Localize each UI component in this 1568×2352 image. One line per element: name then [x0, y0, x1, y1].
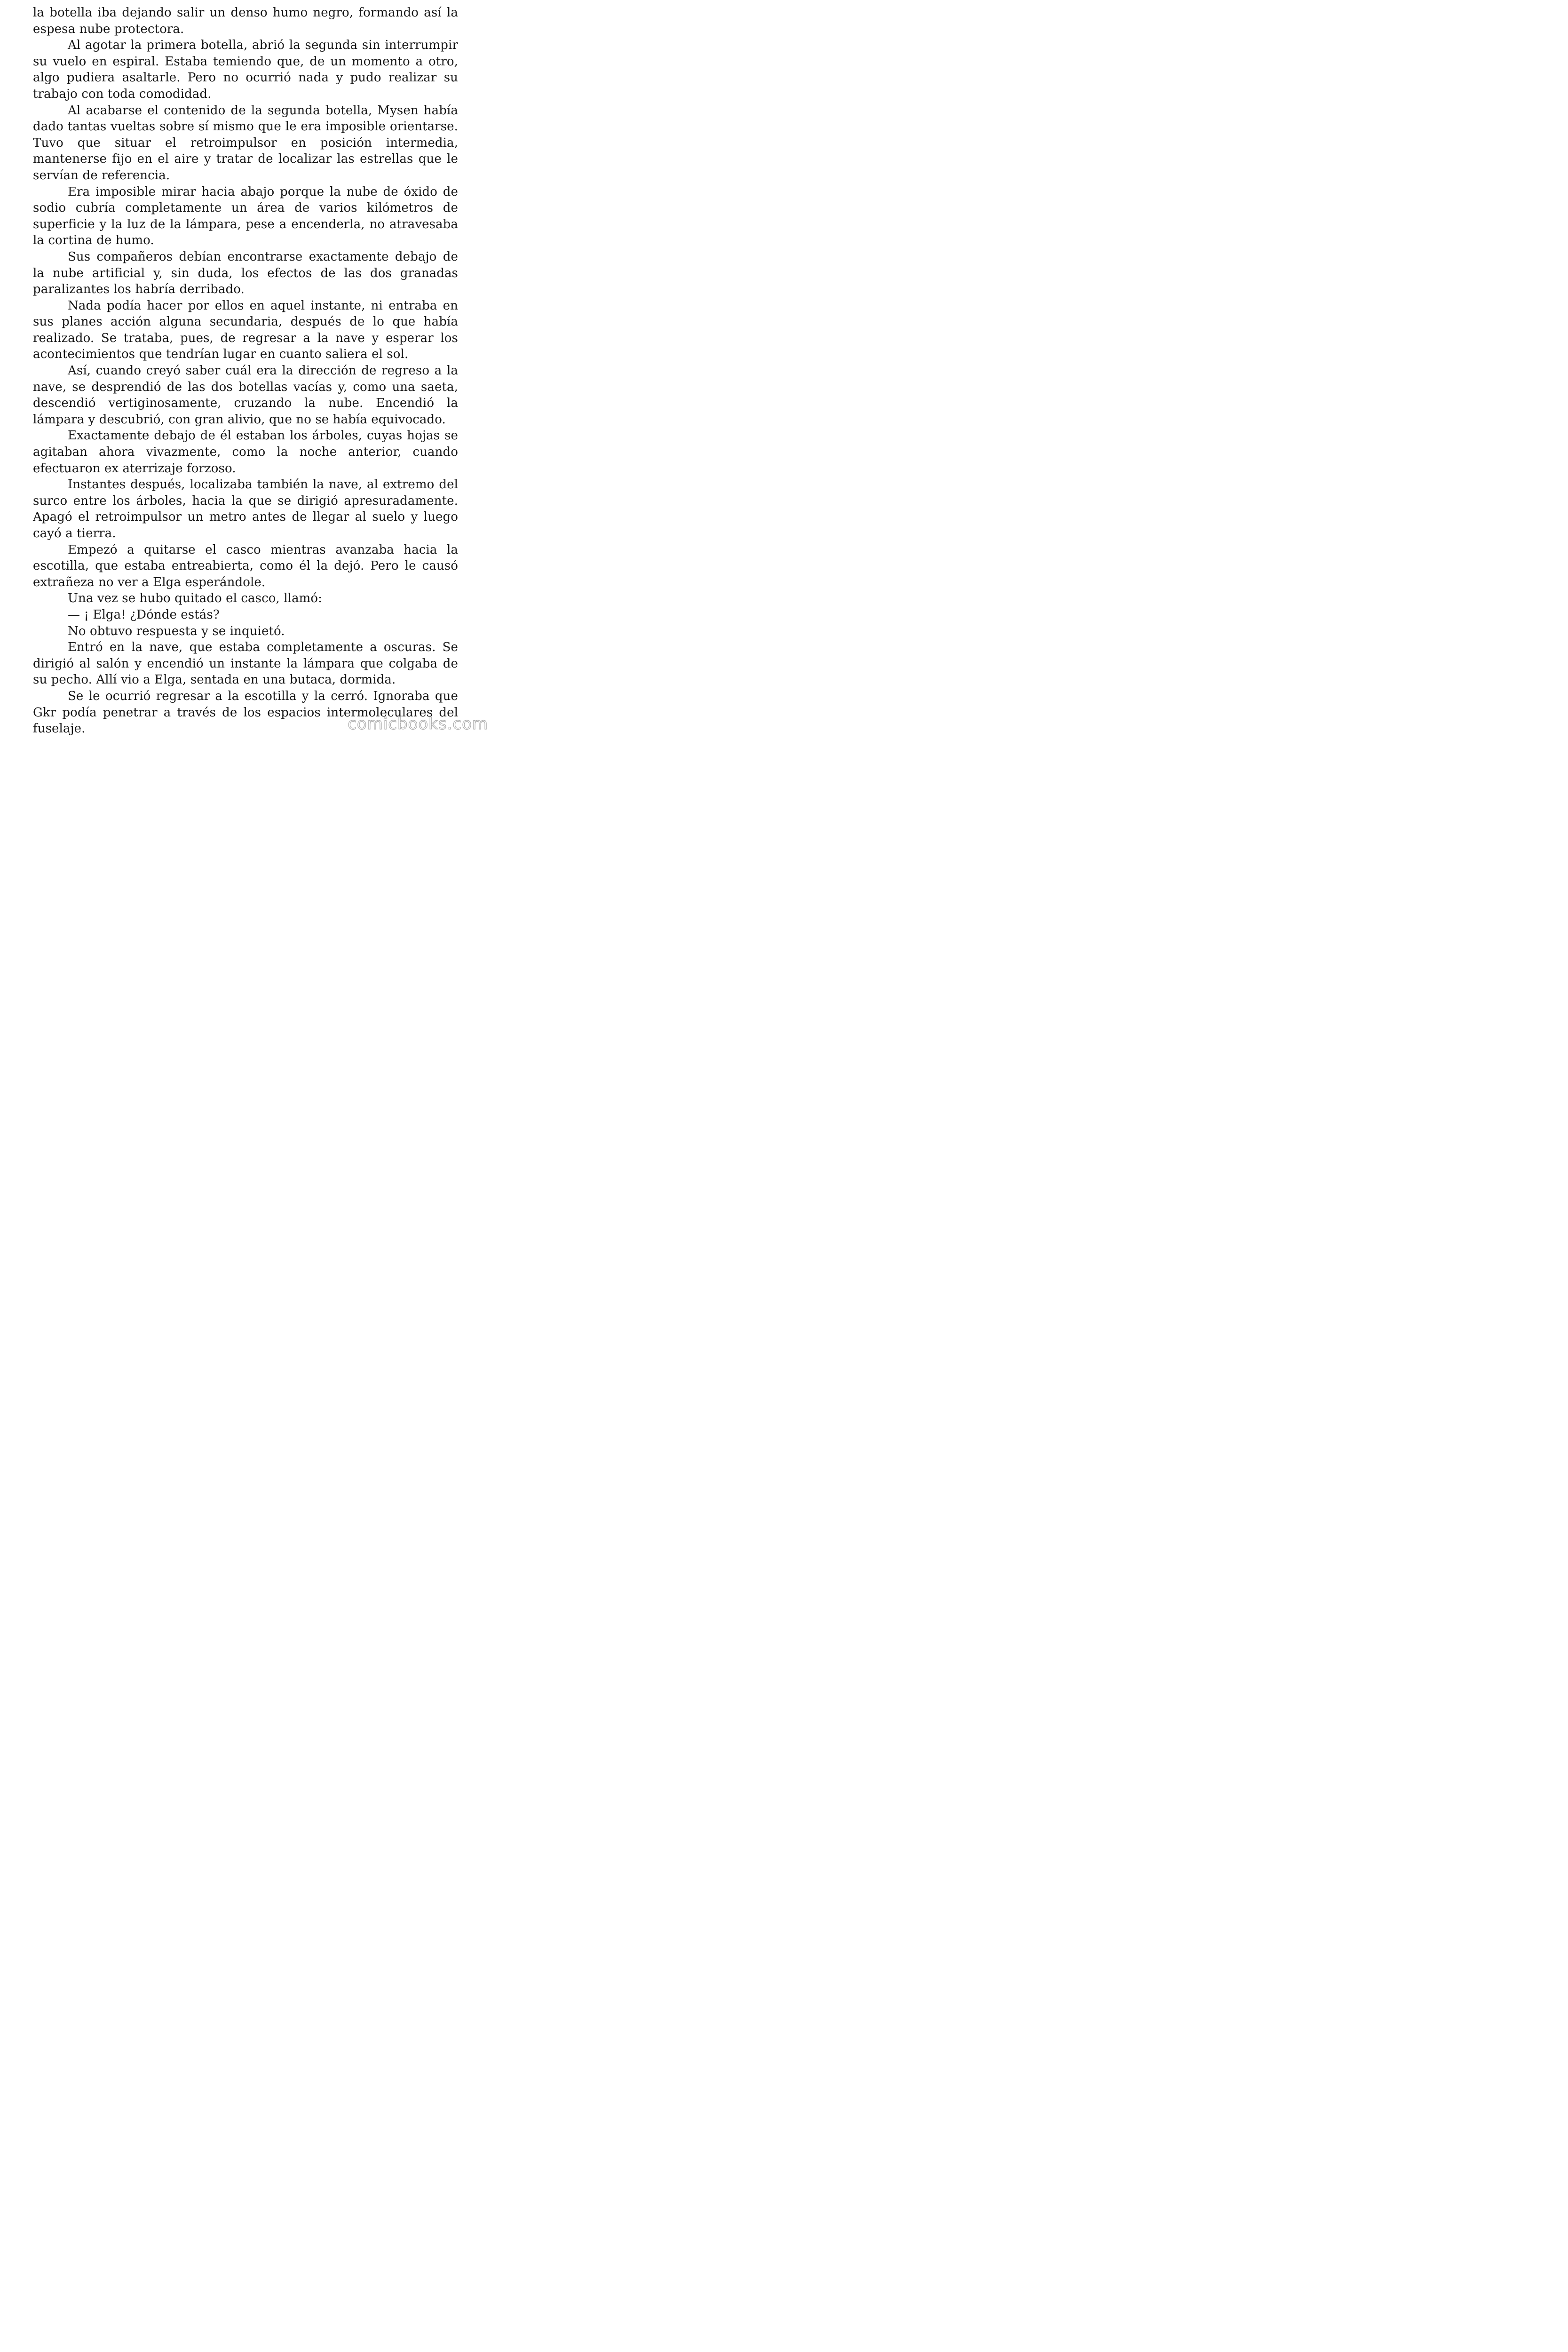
paragraph: Exactamente debajo de él estaban los árboles, cuyas hojas se agitaban ahora vivazmente, como la noche anterior, cuando efectuaron ex aterrizaje forzoso. [33, 429, 458, 476]
paragraph: Una vez se hubo quitado el casco, llamó: [68, 591, 323, 606]
paragraph: Instantes después, localizaba también la nave, al extremo del surco entre los árboles, hacia la que se dirigió apresuradamente. Apagó el retroimpulsor un metro antes de llegar al suelo y luego cayó a tierra. [33, 477, 458, 540]
paragraph: Nada podía hacer por ellos en aquel instante, ni entraba en sus planes acción alguna secundaria, después de lo que había realizado. Se trataba, pues, de regresar a la nave y esperar los acontecimientos que tendrían lugar en cuanto saliera el sol. [33, 298, 458, 362]
paragraph: Al acabarse el contenido de la segunda botella, Mysen había dado tantas vueltas sobre sí mismo que le era imposible orientarse. Tuvo que situar el retroimpulsor en posición intermedia, mantenerse fijo en el aire y tratar de localizar las estrellas que le servían de referencia. [33, 103, 458, 183]
paragraph: No obtuvo respuesta y se inquietó. [68, 624, 285, 638]
watermark: comicbooks.com [348, 715, 488, 733]
paragraph: Entró en la nave, que estaba completamente a oscuras. Se dirigió al salón y encendió un instante la lámpara que colgaba de su pecho. Allí vio a Elga, sentada en una butaca, dormida. [33, 640, 458, 687]
paragraph: la botella iba dejando salir un denso humo negro, formando así la espesa nube protectora. [33, 6, 458, 36]
paragraph: Empezó a quitarse el casco mientras avanzaba hacia la escotilla, que estaba entreabierta, como él la dejó. Pero le causó extrañeza no ver a Elga esperándole. [33, 542, 458, 589]
paragraph: Sus compañeros debían encontrarse exactamente debajo de la nube artificial y, sin duda, los efectos de las dos granadas paralizantes los habría derribado. [33, 249, 458, 297]
dialogue-line: — ¡ Elga! ¿Dónde estás? [68, 607, 220, 622]
page-text [33, 5, 458, 737]
paragraph: Era imposible mirar hacia abajo porque la nube de óxido de sodio cubría completamente un área de varios kilómetros de superficie y la luz de la lámpara, pese a encenderla, no atravesaba la cortina de humo. [33, 184, 458, 248]
paragraph: Así, cuando creyó saber cuál era la dirección de regreso a la nave, se desprendió de las dos botellas vacías y, como una saeta, descendió vertiginosamente, cruzando la nube. Encendió la lámpara y descubrió, con gran alivio, que no se había equivocado. [33, 364, 458, 427]
paragraph: Al agotar la primera botella, abrió la segunda sin interrumpir su vuelo en espiral. Estaba temiendo que, de un momento a otro, algo pudiera asaltarle. Pero no ocurrió nada y pudo realizar su trabajo con toda comodidad. [33, 38, 458, 101]
paragraph: Se le ocurrió regresar a la escotilla y la cerró. Ignoraba que Gkr podía penetrar a través de los espacios intermoleculares del fuselaje. [33, 689, 458, 736]
